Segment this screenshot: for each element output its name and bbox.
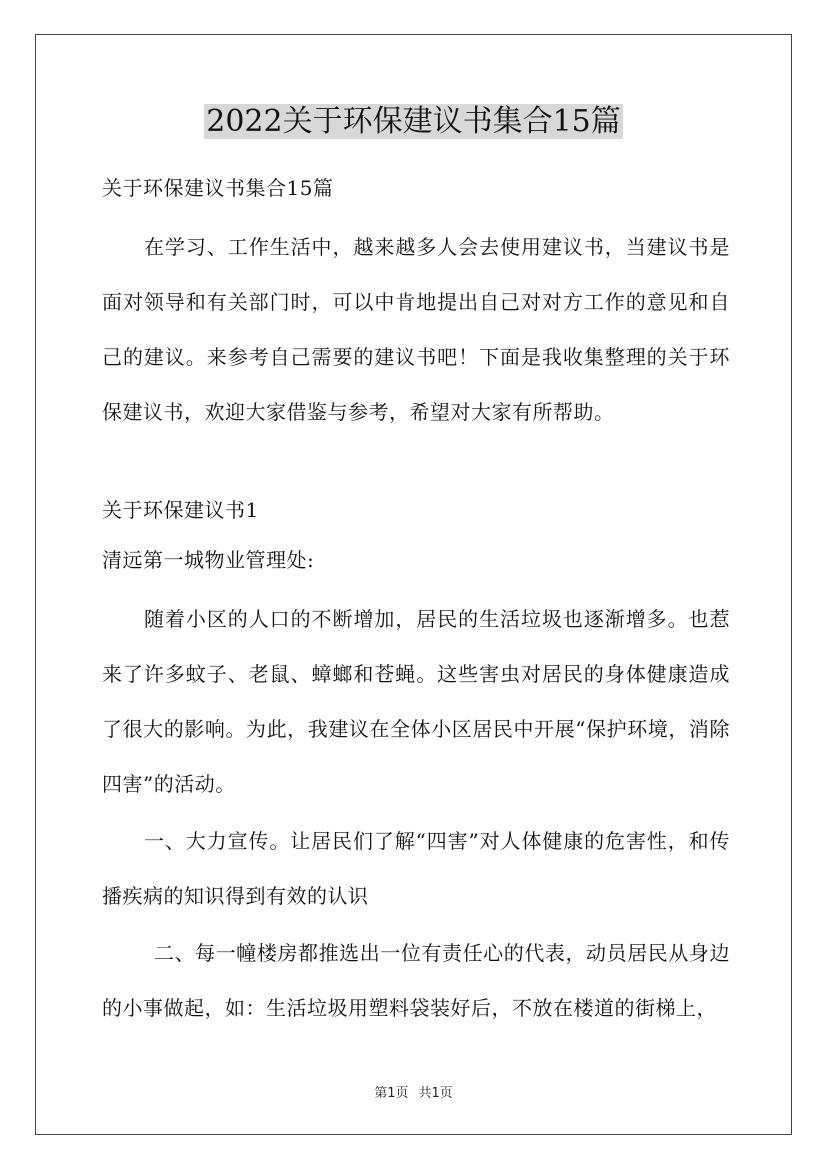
- intro-paragraph: 在学习、工作生活中，越来越多人会去使用建议书，当建议书是面对领导和有关部门时，可以中肯地提出自己对对方工作的意见和自己的建议。来参考自己需要的建议书吧！下面是我收集整理的关于环保建议书，欢迎大家借鉴与参考，希望对大家有所帮助。: [102, 235, 730, 424]
- salutation: 清远第一城物业管理处:: [102, 548, 315, 572]
- document-subtitle: 关于环保建议书集合15篇: [102, 176, 334, 200]
- body-paragraph-1: 随着小区的人口的不断增加，居民的生活垃圾也逐渐增多。也惹来了许多蚊子、老鼠、蟑螂和苍蝇。这些害虫对居民的身体健康造成了很大的影响。为此，我建议在全体小区居民中开展“保护环境，消除四害”的活动。: [102, 607, 730, 796]
- document-title-text: 2022关于环保建议书集合15篇: [206, 104, 621, 139]
- page-total: 共1页: [418, 1086, 453, 1101]
- document-body: [102, 170, 730, 1036]
- page-number: 第1页: [374, 1086, 409, 1101]
- body-paragraph-3: 二、每一幢楼房都推选出一位有责任心的代表，动员居民从身边的小事做起，如：生活垃圾用塑料袋装好后，不放在楼道的街梯上，: [102, 941, 730, 1020]
- page-footer: [0, 1082, 827, 1101]
- section-heading: 关于环保建议书1: [102, 498, 259, 522]
- body-paragraph-2: 一、大力宣传。让居民们了解“四害”对人体健康的危害性，和传播疾病的知识得到有效的认识: [102, 829, 730, 908]
- document-title: [0, 100, 827, 144]
